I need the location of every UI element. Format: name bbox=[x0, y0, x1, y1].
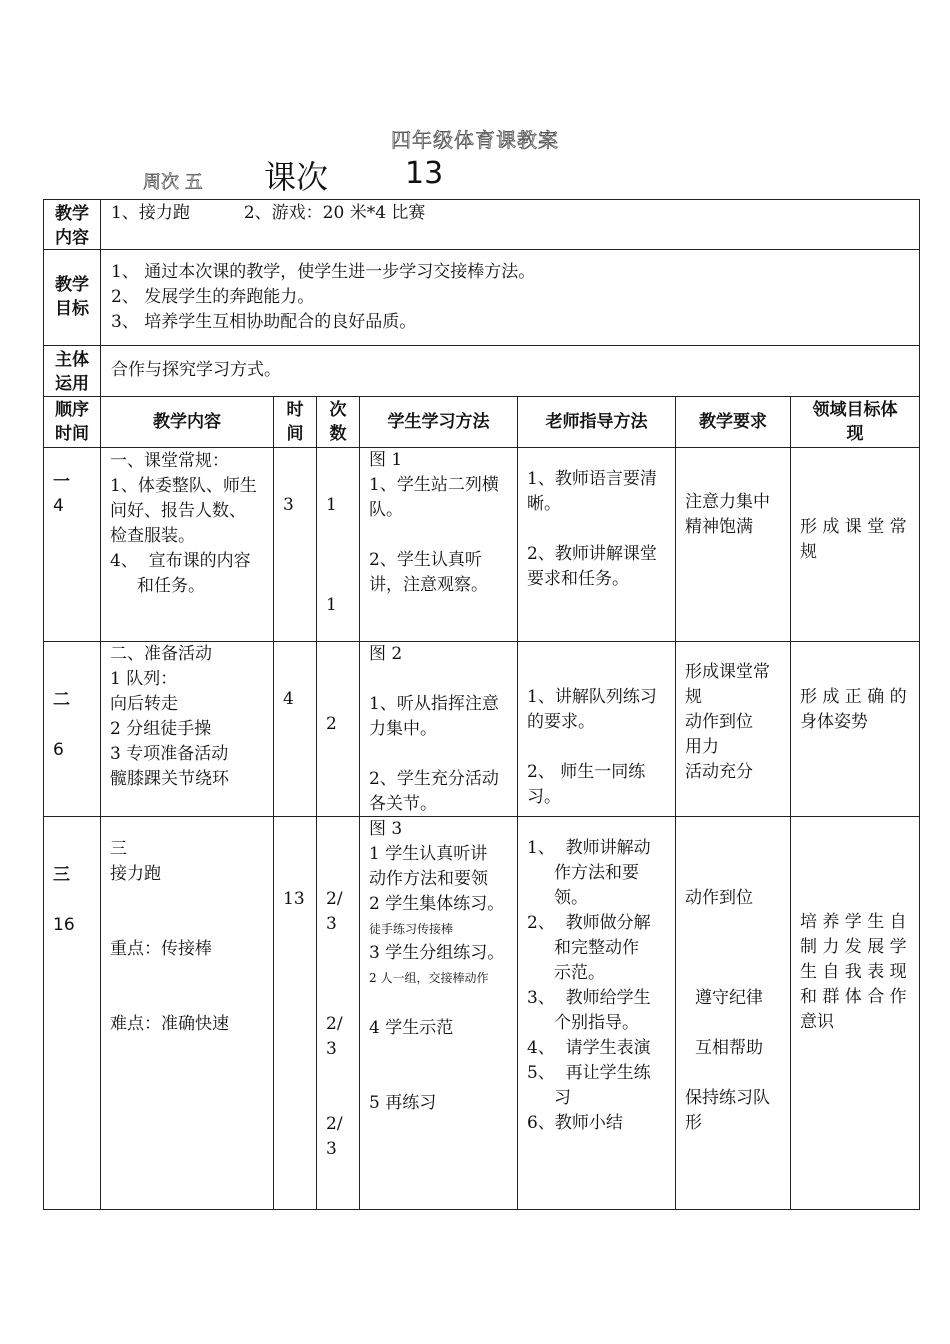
row2-count: 2 bbox=[326, 714, 337, 734]
row3-content-line: 重点：传接棒 bbox=[110, 939, 212, 959]
row3-count: 2/ bbox=[326, 889, 343, 909]
row3-teacher-cell bbox=[517, 816, 676, 1210]
row1-student-line bbox=[369, 523, 508, 548]
goals-cell bbox=[100, 249, 920, 346]
row2-requirement-line: 形成课堂常 bbox=[685, 662, 770, 682]
row3-content-line: 接力跑 bbox=[110, 864, 161, 884]
row1-order-cell bbox=[43, 447, 101, 642]
header-domain bbox=[790, 396, 920, 448]
row3-teacher-line: 1、 教师讲解动 bbox=[527, 838, 651, 858]
row3-content-line: 难点：准确快速 bbox=[110, 1014, 229, 1034]
row3-count: 2/ bbox=[326, 1014, 343, 1034]
row2-teacher-line: 2、 师生一同练 bbox=[527, 762, 646, 782]
row3-teacher-line: 领。 bbox=[527, 888, 589, 908]
row3-order: 三 bbox=[53, 865, 70, 885]
row3-teacher-line: 3、 教师给学生 bbox=[527, 988, 651, 1008]
row1-requirement-cell bbox=[675, 447, 791, 642]
row2-time-cell bbox=[273, 641, 317, 817]
row3-domain-line: 培 养 学 生 自 bbox=[800, 912, 907, 932]
row3-teacher-line: 5、 再让学生练 bbox=[527, 1063, 651, 1083]
row3-time-cell bbox=[273, 816, 317, 1210]
row3-count: 3 bbox=[326, 1039, 337, 1059]
row3-teacher-line: 习 bbox=[527, 1088, 572, 1108]
row3-domain-cell bbox=[790, 816, 920, 1210]
row1-content-line: 1、体委整队、师生 bbox=[110, 476, 257, 496]
row3-count: 3 bbox=[326, 914, 337, 934]
row1-order: 一 bbox=[53, 472, 70, 492]
row1-student-cell bbox=[359, 447, 518, 642]
row1-content-line: 问好、报告人数、 bbox=[110, 501, 246, 521]
row1-count: 1 bbox=[326, 595, 337, 615]
row1-time-cell bbox=[273, 447, 317, 642]
row1-teacher-line: 晰。 bbox=[527, 494, 561, 514]
row1-count-cell bbox=[316, 447, 360, 642]
row1-teacher-line: 1、教师语言要清 bbox=[527, 469, 657, 489]
header-domain-1: 领域目标体 bbox=[812, 400, 898, 420]
row2-student-line: 2、学生充分活动 bbox=[369, 769, 499, 789]
header-content-text: 教学内容 bbox=[153, 412, 221, 432]
goals-label-2: 目标 bbox=[55, 299, 89, 319]
row1-teacher-line bbox=[527, 517, 666, 542]
row3-domain-line: 制 力 发 展 学 bbox=[800, 937, 907, 957]
row1-content-line: 和任务。 bbox=[110, 576, 206, 596]
row3-teacher-line: 6、教师小结 bbox=[527, 1113, 623, 1133]
row2-teacher-line: 习。 bbox=[527, 787, 561, 807]
content-label-1: 教学 bbox=[55, 204, 89, 224]
row2-requirement-line: 活动充分 bbox=[685, 762, 753, 782]
row2-content-line: 向后转走 bbox=[110, 694, 178, 714]
row1-student-line: 队。 bbox=[369, 500, 403, 520]
subject-label-2: 运用 bbox=[55, 374, 89, 394]
row2-content-cell bbox=[100, 641, 274, 817]
header-requirement-text: 教学要求 bbox=[699, 412, 767, 432]
row3-teacher-line: 作方法和要 bbox=[527, 863, 640, 883]
row1-content-line: 一、课堂常规： bbox=[110, 451, 229, 471]
row3-requirement-cell bbox=[675, 816, 791, 1210]
header-order bbox=[43, 396, 101, 448]
row3-content-line: 三 bbox=[110, 839, 127, 859]
row3-requirement-line: 保持练习队 bbox=[685, 1088, 770, 1108]
row2-order-cell bbox=[43, 641, 101, 817]
row1-content-line: 4、 宣布课的内容 bbox=[110, 551, 251, 571]
page-title: 四年级体育课教案 bbox=[391, 128, 559, 152]
row1-time: 3 bbox=[283, 495, 294, 515]
header-requirement bbox=[675, 396, 791, 448]
row2-teacher-line: 1、讲解队列练习 bbox=[527, 687, 657, 707]
row1-domain-cell bbox=[790, 447, 920, 642]
row1-content-line: 检查服装。 bbox=[110, 526, 195, 546]
row2-domain-cell bbox=[790, 641, 920, 817]
row3-student-line: 图 3 bbox=[369, 819, 403, 839]
row3-order-cell bbox=[43, 816, 101, 1210]
row3-student-line: 1 学生认真听讲 bbox=[369, 844, 488, 864]
row2-teacher-line bbox=[527, 735, 666, 760]
header-time-2: 间 bbox=[286, 424, 304, 444]
row3-student-line: 5 再练习 bbox=[369, 1093, 437, 1113]
lesson-number: 13 bbox=[405, 156, 444, 191]
subject-text: 合作与探究学习方式。 bbox=[111, 360, 281, 380]
row3-requirement-line: 遵守纪律 bbox=[695, 988, 763, 1008]
row2-student-line: 力集中。 bbox=[369, 719, 437, 739]
header-teacher bbox=[517, 396, 676, 448]
row2-student-line: 1、听从指挥注意 bbox=[369, 694, 499, 714]
content-label-cell bbox=[43, 199, 101, 250]
row1-student-line: 讲，注意观察。 bbox=[369, 575, 488, 595]
subject-label-1: 主体 bbox=[55, 350, 89, 370]
header-student bbox=[359, 396, 518, 448]
row2-requirement-line: 动作到位 bbox=[685, 712, 753, 732]
header-order-1: 顺序 bbox=[55, 400, 89, 420]
row3-teacher-line: 个别指导。 bbox=[527, 1013, 640, 1033]
row3-teacher-line: 示范。 bbox=[527, 963, 606, 983]
row2-student-cell bbox=[359, 641, 518, 817]
row3-content-cell bbox=[100, 816, 274, 1210]
goal-item: 1、 通过本次课的教学，使学生进一步学习交接棒方法。 bbox=[111, 262, 536, 282]
content-text: 1、接力跑 2、游戏：20 米*4 比赛 bbox=[111, 203, 426, 223]
row2-student-line: 各关节。 bbox=[369, 794, 437, 814]
row3-student-line: 4 学生示范 bbox=[369, 1018, 454, 1038]
row2-time: 4 bbox=[283, 689, 294, 709]
row3-time: 13 bbox=[283, 889, 305, 909]
row1-minutes: 4 bbox=[53, 496, 64, 516]
row3-student-line: 动作方法和要领 bbox=[369, 869, 488, 889]
row2-content-line: 髋膝踝关节绕环 bbox=[110, 769, 229, 789]
row2-order: 二 bbox=[53, 690, 70, 710]
row2-count-cell bbox=[316, 641, 360, 817]
row1-content-cell bbox=[100, 447, 274, 642]
row2-student-line bbox=[369, 742, 508, 767]
header-count-2: 数 bbox=[329, 424, 347, 444]
row3-teacher-line: 4、 请学生表演 bbox=[527, 1038, 651, 1058]
header-order-2: 时间 bbox=[55, 424, 89, 444]
row2-student-line bbox=[369, 667, 508, 692]
row3-teacher-line: 和完整动作 bbox=[527, 938, 640, 958]
row1-teacher-line: 要求和任务。 bbox=[527, 569, 629, 589]
header-teacher-text: 老师指导方法 bbox=[545, 412, 648, 432]
row1-domain-line: 规 bbox=[800, 542, 817, 562]
row2-content-line: 二、准备活动 bbox=[110, 644, 212, 664]
row3-minutes: 16 bbox=[53, 915, 75, 935]
week-label: 周次 五 bbox=[143, 172, 203, 193]
row3-domain-line: 和 群 体 合 作 bbox=[800, 987, 907, 1007]
content-label-2: 内容 bbox=[55, 228, 89, 248]
goals-label-1: 教学 bbox=[55, 275, 89, 295]
goal-item: 2、 发展学生的奔跑能力。 bbox=[111, 287, 315, 307]
row2-requirement-line: 用力 bbox=[685, 737, 719, 757]
row1-student-line: 2、学生认真听 bbox=[369, 550, 482, 570]
content-text-cell bbox=[100, 199, 920, 250]
row1-student-line: 1、学生站二列横 bbox=[369, 475, 499, 495]
row3-student-line: 2 人一组，交接棒动作 bbox=[369, 971, 489, 985]
row1-teacher-cell bbox=[517, 447, 676, 642]
lesson-label: 课次 bbox=[264, 158, 329, 196]
row3-domain-line: 意识 bbox=[800, 1012, 834, 1032]
row3-teacher-line: 2、 教师做分解 bbox=[527, 913, 651, 933]
goal-item: 3、 培养学生互相协助配合的良好品质。 bbox=[111, 312, 417, 332]
row1-requirement-line: 注意力集中 bbox=[685, 492, 770, 512]
row2-domain-line: 身体姿势 bbox=[800, 712, 868, 732]
row2-domain-line: 形 成 正 确 的 bbox=[800, 687, 907, 707]
row1-student-line: 图 1 bbox=[369, 450, 403, 470]
row3-student-line: 2 学生集体练习。 bbox=[369, 894, 505, 914]
row2-teacher-line: 的要求。 bbox=[527, 712, 595, 732]
row3-student-line: 3 学生分组练习。 bbox=[369, 943, 505, 963]
row1-count: 1 bbox=[326, 495, 337, 515]
header-domain-2: 现 bbox=[846, 424, 864, 444]
row2-content-line: 1 队列： bbox=[110, 669, 178, 689]
goals-label-cell bbox=[43, 249, 101, 346]
row2-requirement-line: 规 bbox=[685, 687, 702, 707]
row2-teacher-cell bbox=[517, 641, 676, 817]
row1-requirement-line: 精神饱满 bbox=[685, 517, 753, 537]
subject-cell bbox=[100, 345, 920, 397]
row3-count-cell bbox=[316, 816, 360, 1210]
row3-student-cell bbox=[359, 816, 518, 1210]
header-content bbox=[100, 396, 274, 448]
row2-content-line: 2 分组徒手操 bbox=[110, 719, 212, 739]
header-count bbox=[316, 396, 360, 448]
header-time-1: 时 bbox=[286, 400, 304, 420]
row2-minutes: 6 bbox=[53, 740, 64, 760]
row1-domain-line: 形 成 课 堂 常 bbox=[800, 517, 907, 537]
row1-teacher-line: 2、教师讲解课堂 bbox=[527, 544, 657, 564]
header-student-text: 学生学习方法 bbox=[387, 412, 490, 432]
row2-content-line: 3 专项准备活动 bbox=[110, 744, 229, 764]
row3-count: 3 bbox=[326, 1139, 337, 1159]
row3-requirement-line: 形 bbox=[685, 1113, 702, 1133]
row2-requirement-cell bbox=[675, 641, 791, 817]
row3-requirement-line: 动作到位 bbox=[685, 888, 753, 908]
subject-label-cell bbox=[43, 345, 101, 397]
row3-count: 2/ bbox=[326, 1114, 343, 1134]
header-time bbox=[273, 396, 317, 448]
row3-requirement-line: 互相帮助 bbox=[695, 1038, 763, 1058]
row3-domain-line: 生 自 我 表 现 bbox=[800, 962, 907, 982]
header-count-1: 次 bbox=[329, 400, 347, 420]
row2-student-line: 图 2 bbox=[369, 644, 403, 664]
row3-student-line: 徒手练习传接棒 bbox=[369, 922, 454, 936]
